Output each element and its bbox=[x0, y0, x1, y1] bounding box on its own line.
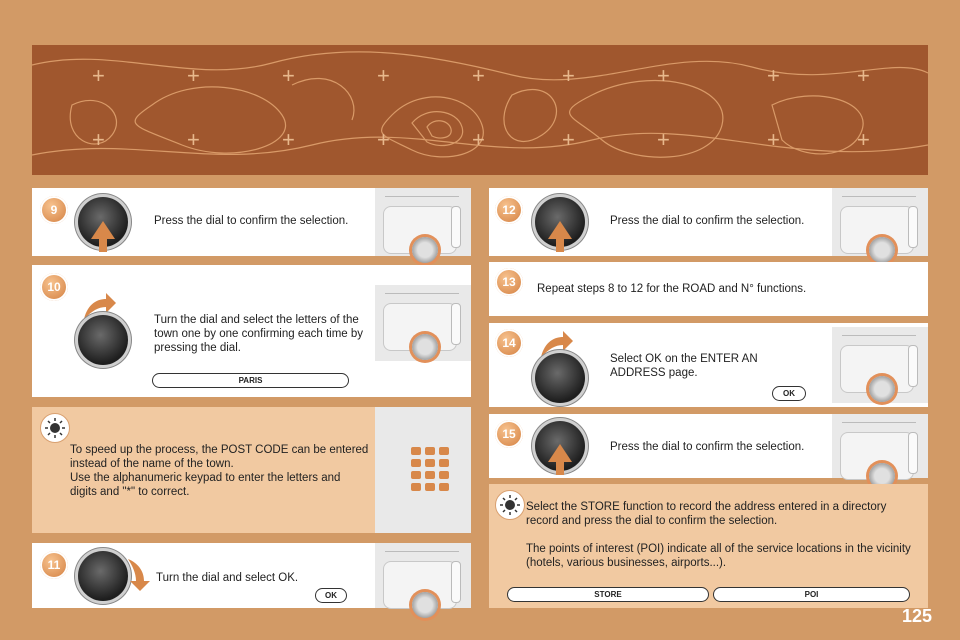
lightbulb-icon bbox=[40, 413, 70, 443]
page-number: 125 bbox=[901, 606, 932, 626]
step-14-panel bbox=[489, 323, 928, 407]
step-11-panel bbox=[32, 543, 471, 608]
turn-down-arrow-icon bbox=[124, 557, 154, 593]
step-9-panel bbox=[32, 188, 471, 256]
tip-1-text: To speed up the process, the POST CODE can be entered instead of the name of the town. Use the alphanumeric keypad to enter the letters and digits and "*" to correct. bbox=[70, 444, 369, 498]
dial-icon bbox=[535, 353, 585, 403]
svg-text:+: + bbox=[187, 63, 200, 88]
svg-text:+: + bbox=[282, 127, 295, 152]
step-14-badge: 14 bbox=[495, 329, 523, 357]
svg-text:+: + bbox=[657, 63, 670, 88]
poi-label: POI bbox=[713, 587, 910, 602]
press-arrow-icon bbox=[91, 221, 115, 239]
step-12-panel bbox=[489, 188, 928, 256]
tip-1-panel bbox=[32, 407, 471, 533]
dial-icon bbox=[78, 315, 128, 365]
step-10-badge: 10 bbox=[40, 273, 68, 301]
dial-icon bbox=[78, 551, 128, 601]
radio-unit-image bbox=[375, 188, 471, 256]
svg-text:+: + bbox=[767, 127, 780, 152]
step-13-text: Repeat steps 8 to 12 for the ROAD and N° functions. bbox=[537, 283, 807, 295]
svg-text:+: + bbox=[767, 63, 780, 88]
step-11-text: Turn the dial and select OK. bbox=[156, 572, 299, 584]
svg-text:+: + bbox=[282, 63, 295, 88]
radio-unit-image bbox=[832, 414, 928, 478]
step-10-panel bbox=[32, 265, 471, 397]
svg-text:+: + bbox=[187, 127, 200, 152]
step-12-text: Press the dial to confirm the selection. bbox=[610, 215, 805, 227]
radio-unit-image bbox=[832, 188, 928, 256]
radio-unit-image bbox=[832, 327, 928, 403]
tip-2-text: Select the STORE function to record the address entered in a directory record and press the dial to confirm the selection. The points of interest (POI) indicate all of the service locations in the vicinity (hotels, various businesses, airports...). bbox=[526, 501, 911, 569]
press-arrow-icon bbox=[548, 444, 572, 462]
svg-text:+: + bbox=[857, 63, 870, 88]
svg-text:+: + bbox=[472, 63, 485, 88]
svg-text:+: + bbox=[377, 63, 390, 88]
lightbulb-icon bbox=[495, 490, 525, 520]
svg-text:+: + bbox=[657, 127, 670, 152]
tip-2-panel bbox=[489, 484, 928, 608]
keypad-image bbox=[375, 407, 471, 533]
svg-text:+: + bbox=[472, 127, 485, 152]
ok-label: OK bbox=[772, 386, 806, 401]
svg-text:+: + bbox=[92, 127, 105, 152]
radio-unit-image bbox=[375, 543, 471, 608]
press-arrow-stem bbox=[556, 461, 564, 475]
press-arrow-stem bbox=[99, 238, 107, 252]
step-11-badge: 11 bbox=[40, 551, 68, 579]
press-arrow-stem bbox=[556, 238, 564, 252]
svg-text:+: + bbox=[562, 63, 575, 88]
ok-label: OK bbox=[315, 588, 347, 603]
step-15-badge: 15 bbox=[495, 420, 523, 448]
step-13-badge: 13 bbox=[495, 268, 523, 296]
svg-text:+: + bbox=[92, 63, 105, 88]
step-10-text: Turn the dial and select the letters of the town one by one confirming each time by pressing the dial. bbox=[154, 314, 364, 354]
svg-text:+: + bbox=[562, 127, 575, 152]
step-12-badge: 12 bbox=[495, 196, 523, 224]
step-13-panel bbox=[489, 262, 928, 316]
svg-text:+: + bbox=[377, 127, 390, 152]
store-label: STORE bbox=[507, 587, 709, 602]
press-arrow-icon bbox=[548, 221, 572, 239]
step-9-badge: 9 bbox=[40, 196, 68, 224]
radio-unit-image bbox=[375, 285, 471, 361]
step-15-text: Press the dial to confirm the selection. bbox=[610, 441, 805, 453]
topographic-banner bbox=[32, 45, 928, 175]
paris-label: PARIS bbox=[152, 373, 349, 388]
step-9-text: Press the dial to confirm the selection. bbox=[154, 215, 349, 227]
step-14-text: Select OK on the ENTER AN ADDRESS page. bbox=[610, 353, 758, 379]
svg-text:+: + bbox=[857, 127, 870, 152]
step-15-panel bbox=[489, 414, 928, 478]
